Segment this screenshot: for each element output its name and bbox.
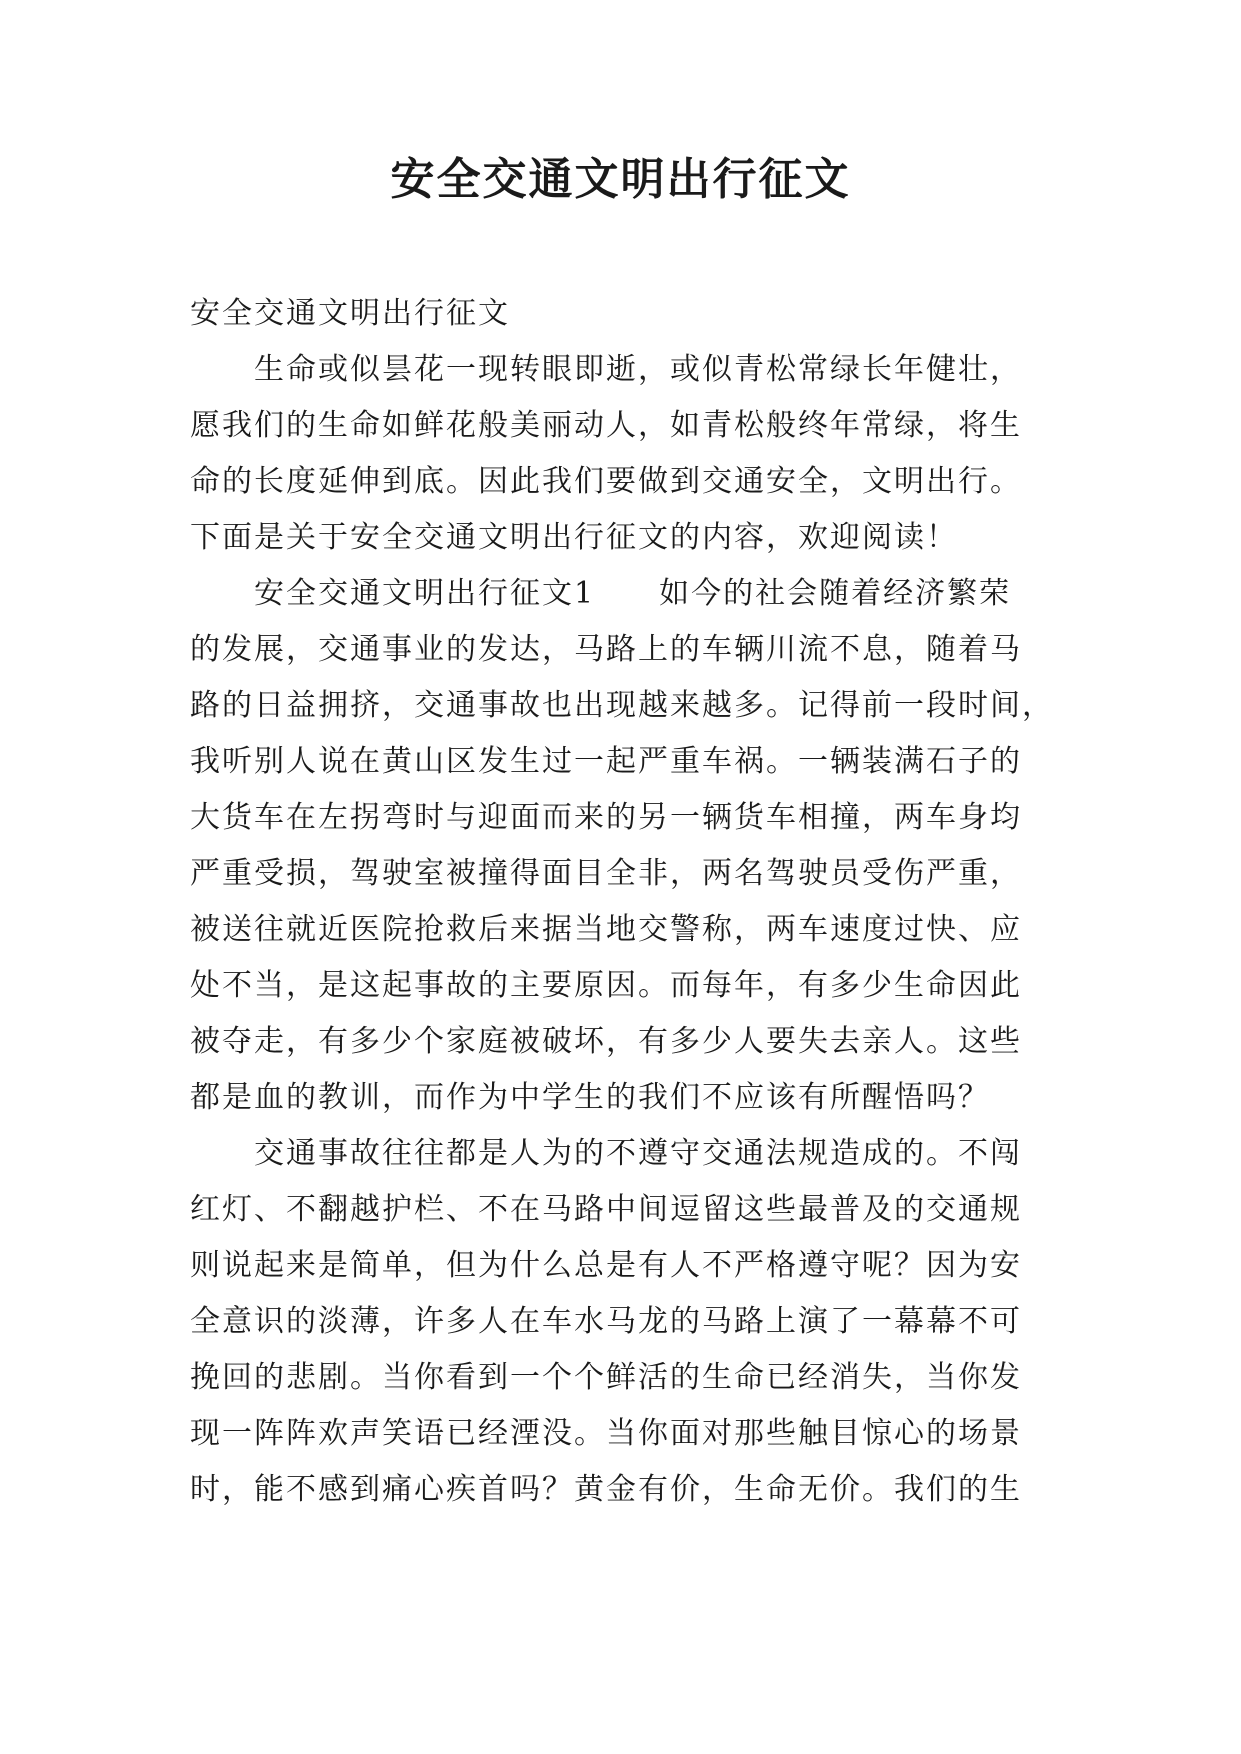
body-line: 安全交通文明出行征文1 如今的社会随着经济繁荣 [190,576,1012,611]
body-line: 我听别人说在黄山区发生过一起严重车祸。一辆装满石子的 [190,744,1022,779]
body-line: 红灯、不翻越护栏、不在马路中间逗留这些最普及的交通规 [190,1192,1022,1227]
body-line: 的发展，交通事业的发达，马路上的车辆川流不息，随着马 [190,632,1022,667]
body-line: 严重受损，驾驶室被撞得面目全非，两名驾驶员受伤严重， [190,856,1022,891]
body-line: 路的日益拥挤，交通事故也出现越来越多。记得前一段时间， [190,688,1054,723]
body-line: 生命或似昙花一现转眼即逝，或似青松常绿长年健壮， [190,352,1022,387]
body-line: 安全交通文明出行征文 [190,296,510,331]
body-line: 愿我们的生命如鲜花般美丽动人，如青松般终年常绿，将生 [190,408,1022,443]
body-line: 时，能不感到痛心疾首吗？黄金有价，生命无价。我们的生 [190,1472,1022,1507]
body-line: 交通事故往往都是人为的不遵守交通法规造成的。不闯 [190,1136,1022,1171]
document-body [190,286,1070,1518]
body-line: 下面是关于安全交通文明出行征文的内容，欢迎阅读！ [190,520,958,555]
body-line: 挽回的悲剧。当你看到一个个鲜活的生命已经消失，当你发 [190,1360,1022,1395]
body-line: 被送往就近医院抢救后来据当地交警称，两车速度过快、应 [190,912,1022,947]
body-line: 处不当，是这起事故的主要原因。而每年，有多少生命因此 [190,968,1022,1003]
body-line: 全意识的淡薄，许多人在车水马龙的马路上演了一幕幕不可 [190,1304,1022,1339]
body-line: 都是血的教训，而作为中学生的我们不应该有所醒悟吗？ [190,1080,990,1115]
document-title: 安全交通文明出行征文 [390,154,851,205]
body-line: 命的长度延伸到底。因此我们要做到交通安全，文明出行。 [190,464,1022,499]
body-line: 被夺走，有多少个家庭被破坏，有多少人要失去亲人。这些 [190,1024,1022,1059]
body-line: 则说起来是简单，但为什么总是有人不严格遵守呢？因为安 [190,1248,1022,1283]
body-line: 现一阵阵欢声笑语已经湮没。当你面对那些触目惊心的场景 [190,1416,1022,1451]
body-line: 大货车在左拐弯时与迎面而来的另一辆货车相撞，两车身均 [190,800,1022,835]
